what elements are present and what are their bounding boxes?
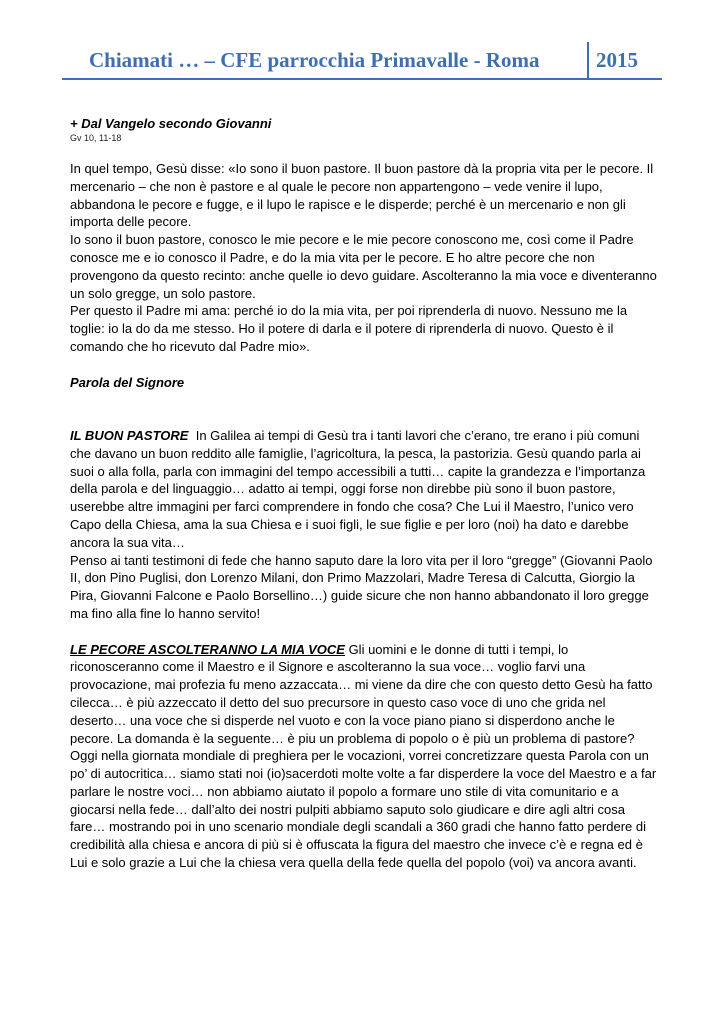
spacer: [70, 391, 660, 409]
gospel-paragraph: Io sono il buon pastore, conosco le mie pecore e le mie pecore conoscono me, così come il Padre conosce me e io conosco il Padre, e do la mia vita per le pecore. E ho altre pecore che non provengono da questo recinto: anche quelle io devo guidare. Ascolteranno la mia voce e diventeranno un solo gregge, un solo pastore.: [70, 232, 657, 301]
section-paragraph: Penso ai tanti testimoni di fede che hanno saputo dare la loro vita per il loro “gregge” (Giovanni Paolo II, don Pino Puglisi, don Lorenzo Milani, don Primo Mazzolari, Madre Teresa di Calcutta, Giorgio la Pira, Giovanni Falcone e Paolo Borsellino…) guide sicure che non hanno abbandonato il loro gregge ma fino alla fine lo hanno servito!: [70, 552, 653, 621]
spacer: [70, 623, 660, 641]
spacer: [70, 409, 660, 427]
section-label: IL BUON PASTORE: [70, 427, 189, 443]
gospel-title: + Dal Vangelo secondo Giovanni: [70, 116, 272, 131]
section-paragraph: Oggi nella giornata mondiale di preghiera per le vocazioni, vorrei concretizzare questa Parola con un po’ di autocritica… siamo stati noi (io)sacerdoti molte volte a far disperdere la voce del Maestro e a far parlare le nostre voci… non abbiamo aiutato il popolo a formare uno stile di vita comunitario e a giocarsi nella fede… dall’alto dei nostri pulpiti abbiamo saputo solo giudicare e dire agli altri cosa fare… mostrando poi in uno scenario mondiale degli scandali a 360 gradi che hanno fatto perdere di credibilità alla chiesa e ancora di più si è offuscata la figura del maestro che invece c’è e regna ed è Lui e solo grazie a Lui che la chiesa vera quella della fede quella del popolo (voi) va ancora avanti.: [70, 748, 657, 871]
header-title: Chiamati … – CFE parrocchia Primavalle - Roma: [89, 48, 540, 72]
section-pecore: [70, 641, 660, 748]
gospel-paragraph: Per questo il Padre mi ama: perché io do la mia vita, per poi riprenderla di nuovo. Nessuno me la toglie: io la do da me stesso. Ho il potere di darla e il potere di riprenderla di nuovo. Questo è il comando che ho ricevuto dal Padre mio».: [70, 303, 628, 354]
header-rule: [62, 78, 662, 80]
gospel-reference: Gv 10, 11-18: [70, 133, 122, 143]
section-buon-pastore: [70, 427, 660, 552]
document-body: [70, 115, 660, 872]
page-header: [62, 42, 662, 80]
gospel-closing: Parola del Signore: [70, 374, 185, 390]
section-text: In Galilea ai tempi di Gesù tra i tanti lavori che c’erano, tre erano i più comuni che davano un buon reddito alle famiglie, l’agricoltura, la pesca, la pastorizia. Gesù quando parla ai suoi o alla folla, parla con immagini del tempo accessibili a tutti… capite la grandezza e l’importanza della parola e del linguaggio… adatto ai tempi, oggi forse non direbbe più sono il buon pastore, userebbe altre immagini per farci comprendere in fondo che cosa? Che Lui il Maestro, l’unico vero Capo della Chiesa, ama la sua Chiesa e i suoi figli, le sue figlie e per loro (noi) ha dato e darebbe ancora la sua vita…: [70, 427, 646, 550]
section-text: Gli uomini e le donne di tutti i tempi, lo riconosceranno come il Maestro e il Signore e ascolteranno la sua voce… voglio farvi una provocazione, mai profezia fu meno azzaccata… mi viene da dire che con questo detto Gesù ha fatto cilecca… è più azzeccato il detto del suo precursore in questo caso voce di uno che grida nel deserto… una voce che si disperde nel vuoto e con la voce piano piano si disperdono anche le pecore. La domanda è la seguente… è piu un problema di popolo o è più un problema di pastore?: [70, 641, 653, 746]
gospel-paragraph: In quel tempo, Gesù disse: «Io sono il buon pastore. Il buon pastore dà la propria vita per le pecore. Il mercenario – che non è pastore e al quale le pecore non appartengono – vede venire il lupo, abbandona le pecore e fugge, e il lupo le rapisce e le disperde; perché è un mercenario e non gli importa delle pecore.: [70, 161, 654, 230]
header-year: 2015: [596, 48, 638, 72]
spacer: [70, 356, 660, 374]
section-label: LE PECORE ASCOLTERANNO LA MIA VOCE: [70, 641, 345, 657]
header-divider: [587, 42, 589, 80]
